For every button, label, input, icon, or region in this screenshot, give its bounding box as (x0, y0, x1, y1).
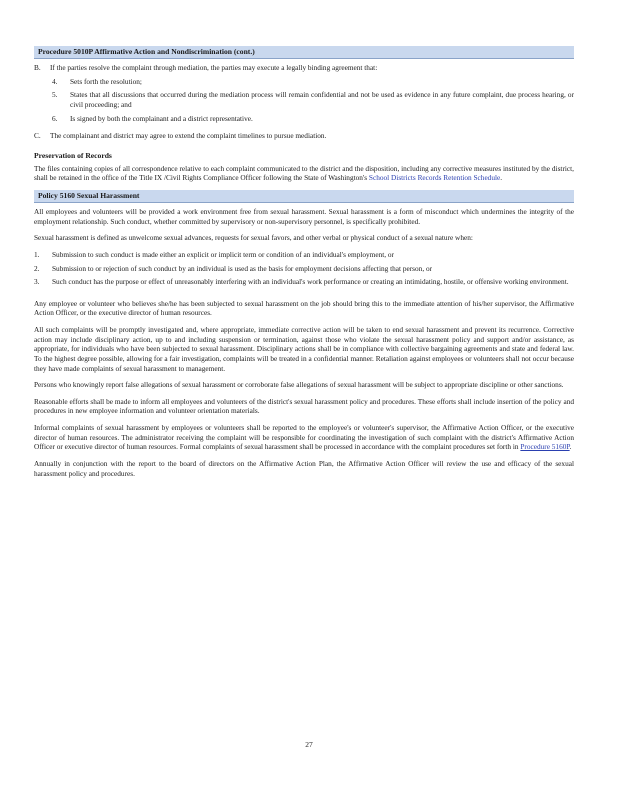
paragraph-7-end: . (569, 442, 572, 452)
sub-item-text: States that all discussions that occurred during the mediation process will remain confidential and not be used as evidence in any future complaint, due process hearing, or civil proceeding; and (70, 90, 574, 109)
paragraph-7 (34, 423, 574, 452)
page-content (34, 46, 574, 485)
paragraph-3: Any employee or volunteer who believes she/he has been subjected to sexual harassment on the job should bring this to the immediate attention of his/her supervisor, the Affirmative Action Officer, or the executive director of human resources. (34, 298, 574, 318)
sub-item-text: Is signed by both the complainant and a district representative. (70, 113, 253, 123)
condition-marker: 1. (34, 249, 40, 259)
paragraph-6: Reasonable efforts shall be made to inform all employees and volunteers of the district's sexual harassment policy and procedures. These efforts shall include insertion of the policy and procedures in new employee information and volunteer orientation materials. (34, 396, 574, 416)
paragraph-8: Annually in conjunction with the report to the board of directors on the Affirmative Action Plan, the Affirmative Action Officer will review the use and efficacy of the sexual harassment policy and procedures. (34, 458, 574, 478)
procedure-banner: Procedure 5010P Affirmative Action and Nondiscrimination (cont.) (34, 46, 574, 59)
sub-item-marker: 6. (52, 113, 58, 123)
sub-item (34, 114, 574, 124)
item-b (34, 63, 574, 73)
preservation-heading: Preservation of Records (34, 150, 112, 160)
item-text: If the parties resolve the complaint through mediation, the parties may execute a legally binding agreement that: (50, 63, 378, 73)
condition-item (34, 250, 574, 260)
item-c (34, 131, 574, 141)
sub-item-marker: 5. (52, 90, 58, 100)
condition-item (34, 264, 574, 274)
sub-item (34, 77, 574, 87)
page-number: 27 (305, 740, 313, 749)
item-marker: B. (34, 63, 41, 73)
preservation-paragraph (34, 164, 574, 183)
condition-text: Such conduct has the purpose or effect of unreasonably interfering with an individual's work performance or creating an intimidating, hostile, or offensive working environment. (52, 277, 569, 287)
records-retention-link[interactable]: School Districts Records Retention Schedule (368, 173, 501, 183)
paragraph-4: All such complaints will be promptly investigated and, where appropriate, immediate corrective action will be taken to end sexual harassment and prevent its recurrence. Corrective action may include disciplinary action, up to and including suspension or termination, against those who violate the sexual harassment policy and support and/or assistance, as appropriate, for individuals who have been subjected to sexual harassment. Disciplinary actions shall be in compliance with collective bargaining agreements and state and federal law. To the highest degree possible, allowing for a fair investigation, complaints will be treated in a confidential manner. Retaliation against employees or volunteers shall not occur because they have made complaints of sexual harassment to management. (34, 325, 574, 373)
paragraph-5: Persons who knowingly report false allegations of sexual harassment or corroborate false allegations of sexual harassment will be subject to appropriate discipline or other sanctions. (34, 380, 564, 390)
condition-text: Submission to or rejection of such conduct by an individual is used as the basis for employment decisions affecting that person, or (52, 263, 433, 273)
condition-item (34, 277, 574, 287)
sub-item-text: Sets forth the resolution; (70, 76, 142, 86)
preservation-end: . (500, 173, 503, 183)
condition-marker: 2. (34, 263, 40, 273)
item-marker: C. (34, 131, 41, 141)
paragraph-7-text: Informal complaints of sexual harassment by employees or volunteers shall be reported to the employee's or volunteer's supervisor, the Affirmative Action Officer, or the executive director of human resources. The administrator receiving the complaint will be responsible for coordinating the investigation of such complaint with the district's Affirmative Action Officer or executive director of human resources. Formal complaints of sexual harassment shall be processed in accordance with the complaint procedures set forth in (34, 423, 574, 452)
sub-item (34, 90, 574, 109)
procedure-5160p-link[interactable]: Procedure 5160P (520, 442, 570, 452)
condition-marker: 3. (34, 277, 40, 287)
paragraph-2: Sexual harassment is defined as unwelcome sexual advances, requests for sexual favors, and other verbal or physical conduct of a sexual nature when: (34, 233, 473, 243)
item-text: The complainant and district may agree to extend the complaint timelines to pursue mediation. (50, 131, 327, 141)
sub-item-marker: 4. (52, 76, 58, 86)
policy-banner: Policy 5160 Sexual Harassment (34, 190, 574, 203)
preservation-text: The files containing copies of all correspondence relative to each complaint communicated to the district and the disposition, including any corrective measures instituted by the district, shall be retained in the office of the Title IX /Civil Rights Compliance Officer following the State of Washington's (34, 163, 574, 183)
paragraph-1: All employees and volunteers will be provided a work environment free from sexual harassment. Sexual harassment is a form of misconduct which undermines the integrity of the employment relationship. Such conduct, whether committed by supervisory or non-supervisory personnel, is specifically prohibited. (34, 207, 574, 226)
condition-text: Submission to such conduct is made either an explicit or implicit term or condition of an individual's employment, or (52, 249, 394, 259)
